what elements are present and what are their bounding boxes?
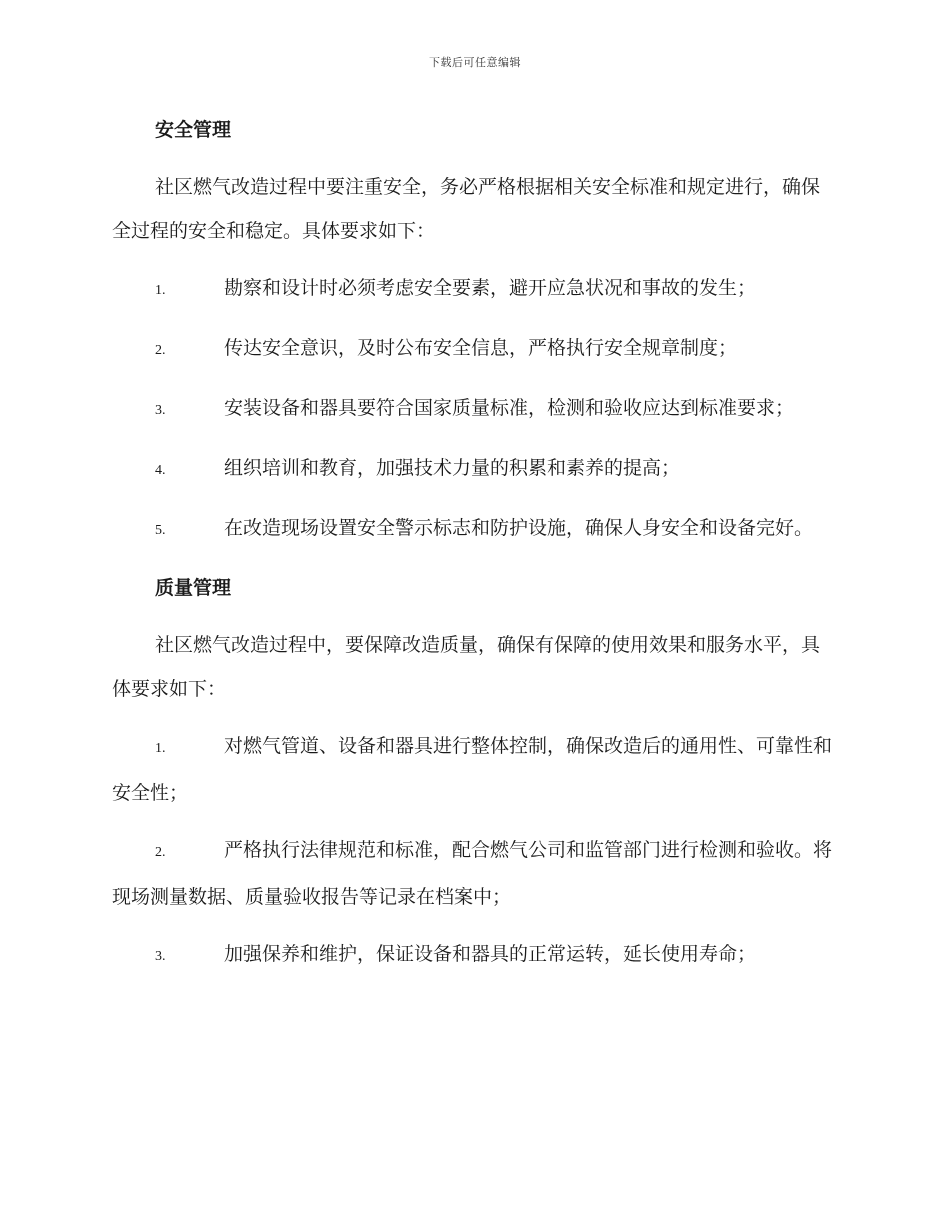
list-item-text: 安装设备和器具要符合国家质量标准，检测和验收应达到标准要求； bbox=[224, 397, 795, 419]
list-item bbox=[112, 506, 834, 553]
list-item bbox=[112, 724, 834, 815]
list-item bbox=[112, 266, 834, 313]
list-item-number: 1. bbox=[155, 283, 166, 298]
section-title-quality: 质量管理 bbox=[155, 577, 232, 599]
section-intro-safety: 社区燃气改造过程中要注重安全，务必严格根据相关安全标准和规定进行，确保全过程的安全和稳定。具体要求如下： bbox=[112, 176, 821, 242]
list-item-number: 2. bbox=[155, 343, 166, 358]
list-item bbox=[112, 828, 834, 919]
document-body bbox=[112, 108, 834, 992]
list-item bbox=[112, 932, 834, 979]
list-item-text: 对燃气管道、设备和器具进行整体控制，确保改造后的通用性、可靠性和安全性； bbox=[112, 735, 833, 804]
list-item bbox=[112, 386, 834, 433]
list-item-number: 2. bbox=[155, 845, 166, 860]
list-item-text: 组织培训和教育，加强技术力量的积累和素养的提高； bbox=[224, 457, 681, 479]
list-item-number: 5. bbox=[155, 523, 166, 538]
page-header: 下载后可任意编辑 bbox=[429, 56, 521, 69]
list-item-number: 3. bbox=[155, 403, 166, 418]
list-item bbox=[112, 326, 834, 373]
list-item-text: 加强保养和维护，保证设备和器具的正常运转，延长使用寿命； bbox=[224, 943, 757, 965]
list-item-number: 3. bbox=[155, 949, 166, 964]
list-item-text: 在改造现场设置安全警示标志和防护设施，确保人身安全和设备完好。 bbox=[224, 517, 814, 539]
list-item-text: 严格执行法律规范和标准，配合燃气公司和监管部门进行检测和验收。将现场测量数据、质量验收报告等记录在档案中； bbox=[112, 839, 833, 908]
list-item-number: 1. bbox=[155, 741, 166, 756]
list-item bbox=[112, 446, 834, 493]
list-item-number: 4. bbox=[155, 463, 166, 478]
list-item-text: 传达安全意识，及时公布安全信息，严格执行安全规章制度； bbox=[224, 337, 738, 359]
section-intro-quality: 社区燃气改造过程中，要保障改造质量，确保有保障的使用效果和服务水平，具体要求如下： bbox=[112, 634, 821, 700]
section-title-safety: 安全管理 bbox=[155, 119, 232, 141]
list-item-text: 勘察和设计时必须考虑安全要素，避开应急状况和事故的发生； bbox=[224, 277, 757, 299]
